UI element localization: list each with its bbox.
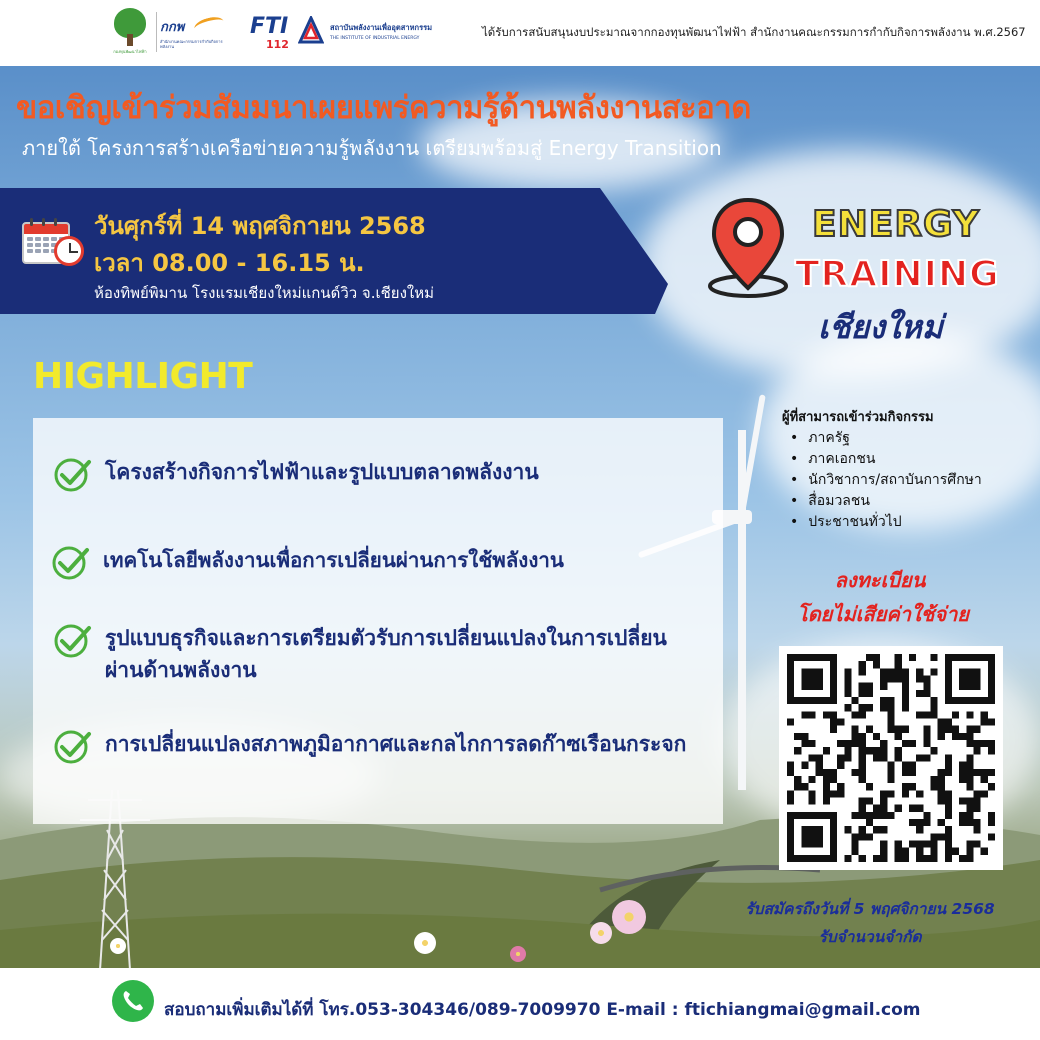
cosmos-flower <box>414 932 436 954</box>
registration-limited: รับจำนวนจำกัด <box>818 928 922 946</box>
fti-logo-mark: FTI <box>250 14 289 39</box>
highlight-item-text: โครงสร้างกิจการไฟฟ้าและรูปแบบตลาดพลังงาน <box>105 460 539 484</box>
registration-qr-code[interactable] <box>779 646 1003 870</box>
fti-triangle-icon <box>298 16 324 46</box>
register-free-note: โดยไม่เสียค่าใช้จ่าย <box>796 602 970 626</box>
event-date: วันศุกร์ที่ 14 พฤศจิกายน 2568 <box>94 212 426 240</box>
event-time: เวลา 08.00 - 16.15 น. <box>94 249 365 277</box>
register-heading: ลงทะเบียน <box>834 568 926 592</box>
cosmos-flower <box>110 938 126 954</box>
sponsor-text: ได้รับการสนับสนุนงบประมาณจากกองทุนพัฒนาไฟฟ้า สำนักงานคณะกรรมการกำกับกิจการพลังงาน พ.ศ.2567 <box>482 25 1026 39</box>
fti-logo <box>250 14 330 54</box>
attendee-item: • ประชาชนทั่วไป <box>790 512 982 533</box>
attendee-item: • นักวิชาการ/สถาบันการศึกษา <box>790 470 982 491</box>
erc-logo-caption: สำนักงานคณะกรรมการกำกับกิจการพลังงาน <box>160 39 223 49</box>
contact-info: สอบถามเพิ่มเติมได้ที่ โทร.053-304346/089-7009970 E-mail : ftichiangmai@gmail.com <box>164 1000 921 1020</box>
fti-name-en: THE INSTITUTE OF INDUSTRIAL ENERGY <box>330 36 420 41</box>
erc-logo-mark: กกพ <box>160 20 185 35</box>
attendee-item: • ภาครัฐ <box>790 428 982 449</box>
badge-energy: ENERGY <box>812 204 980 245</box>
cosmos-flower <box>510 946 526 962</box>
attendees-list <box>790 428 982 533</box>
highlight-item-text: รูปแบบธุรกิจและการเตรียมตัวรับการเปลี่ยนแปลงในการเปลี่ยนผ่านด้านพลังงาน <box>105 626 667 682</box>
registration-deadline: รับสมัครถึงวันที่ 5 พฤศจิกายน 2568 <box>745 900 995 918</box>
erc-logo <box>160 16 230 56</box>
badge-training: TRAINING <box>795 254 1000 295</box>
fti-name <box>330 22 460 41</box>
calendar-clock-icon <box>22 216 84 266</box>
attendee-item: • ภาคเอกชน <box>790 449 982 470</box>
cosmos-flower <box>612 900 646 934</box>
sub-title: ภายใต้ โครงการสร้างเครือข่ายความรู้พลังงาน เตรียมพร้อมสู่ Energy Transition <box>22 136 722 160</box>
main-title: ขอเชิญเข้าร่วมสัมมนาเผยแพร่ความรู้ด้านพลังงานสะอาด <box>16 90 751 126</box>
fti-logo-number: 112 <box>266 38 289 51</box>
check-circle-icon <box>51 456 93 492</box>
location-pin-icon <box>706 196 790 300</box>
fti-name-th: สถาบันพลังงานเพื่ออุตสาหกรรม <box>330 23 433 32</box>
event-venue: ห้องทิพย์พิมาน โรงแรมเชียงใหม่แกนด์วิว จ.เชียงใหม่ <box>94 284 435 302</box>
attendee-item: • สื่อมวลชน <box>790 491 982 512</box>
check-circle-icon <box>51 622 93 658</box>
check-circle-icon <box>49 544 91 580</box>
phone-icon[interactable] <box>112 980 154 1022</box>
highlight-item-text: การเปลี่ยนแปลงสภาพภูมิอากาศและกลไกการลดก๊าซเรือนกระจก <box>105 732 687 756</box>
highlight-box <box>33 418 723 824</box>
qr-code-image <box>787 654 995 862</box>
cosmos-flower <box>590 922 612 944</box>
highlight-item-text: เทคโนโลยีพลังงานเพื่อการเปลี่ยนผ่านการใช้พลังงาน <box>103 548 564 572</box>
badge-city: เชียงใหม่ <box>818 308 943 346</box>
highlight-title: HIGHLIGHT <box>33 356 253 397</box>
attendees-title: ผู้ที่สามารถเข้าร่วมกิจกรรม <box>782 410 934 425</box>
egat-fund-logo: กองทุนพัฒนาไฟฟ้า <box>108 8 152 58</box>
check-circle-icon <box>51 728 93 764</box>
logo-divider <box>156 12 157 52</box>
